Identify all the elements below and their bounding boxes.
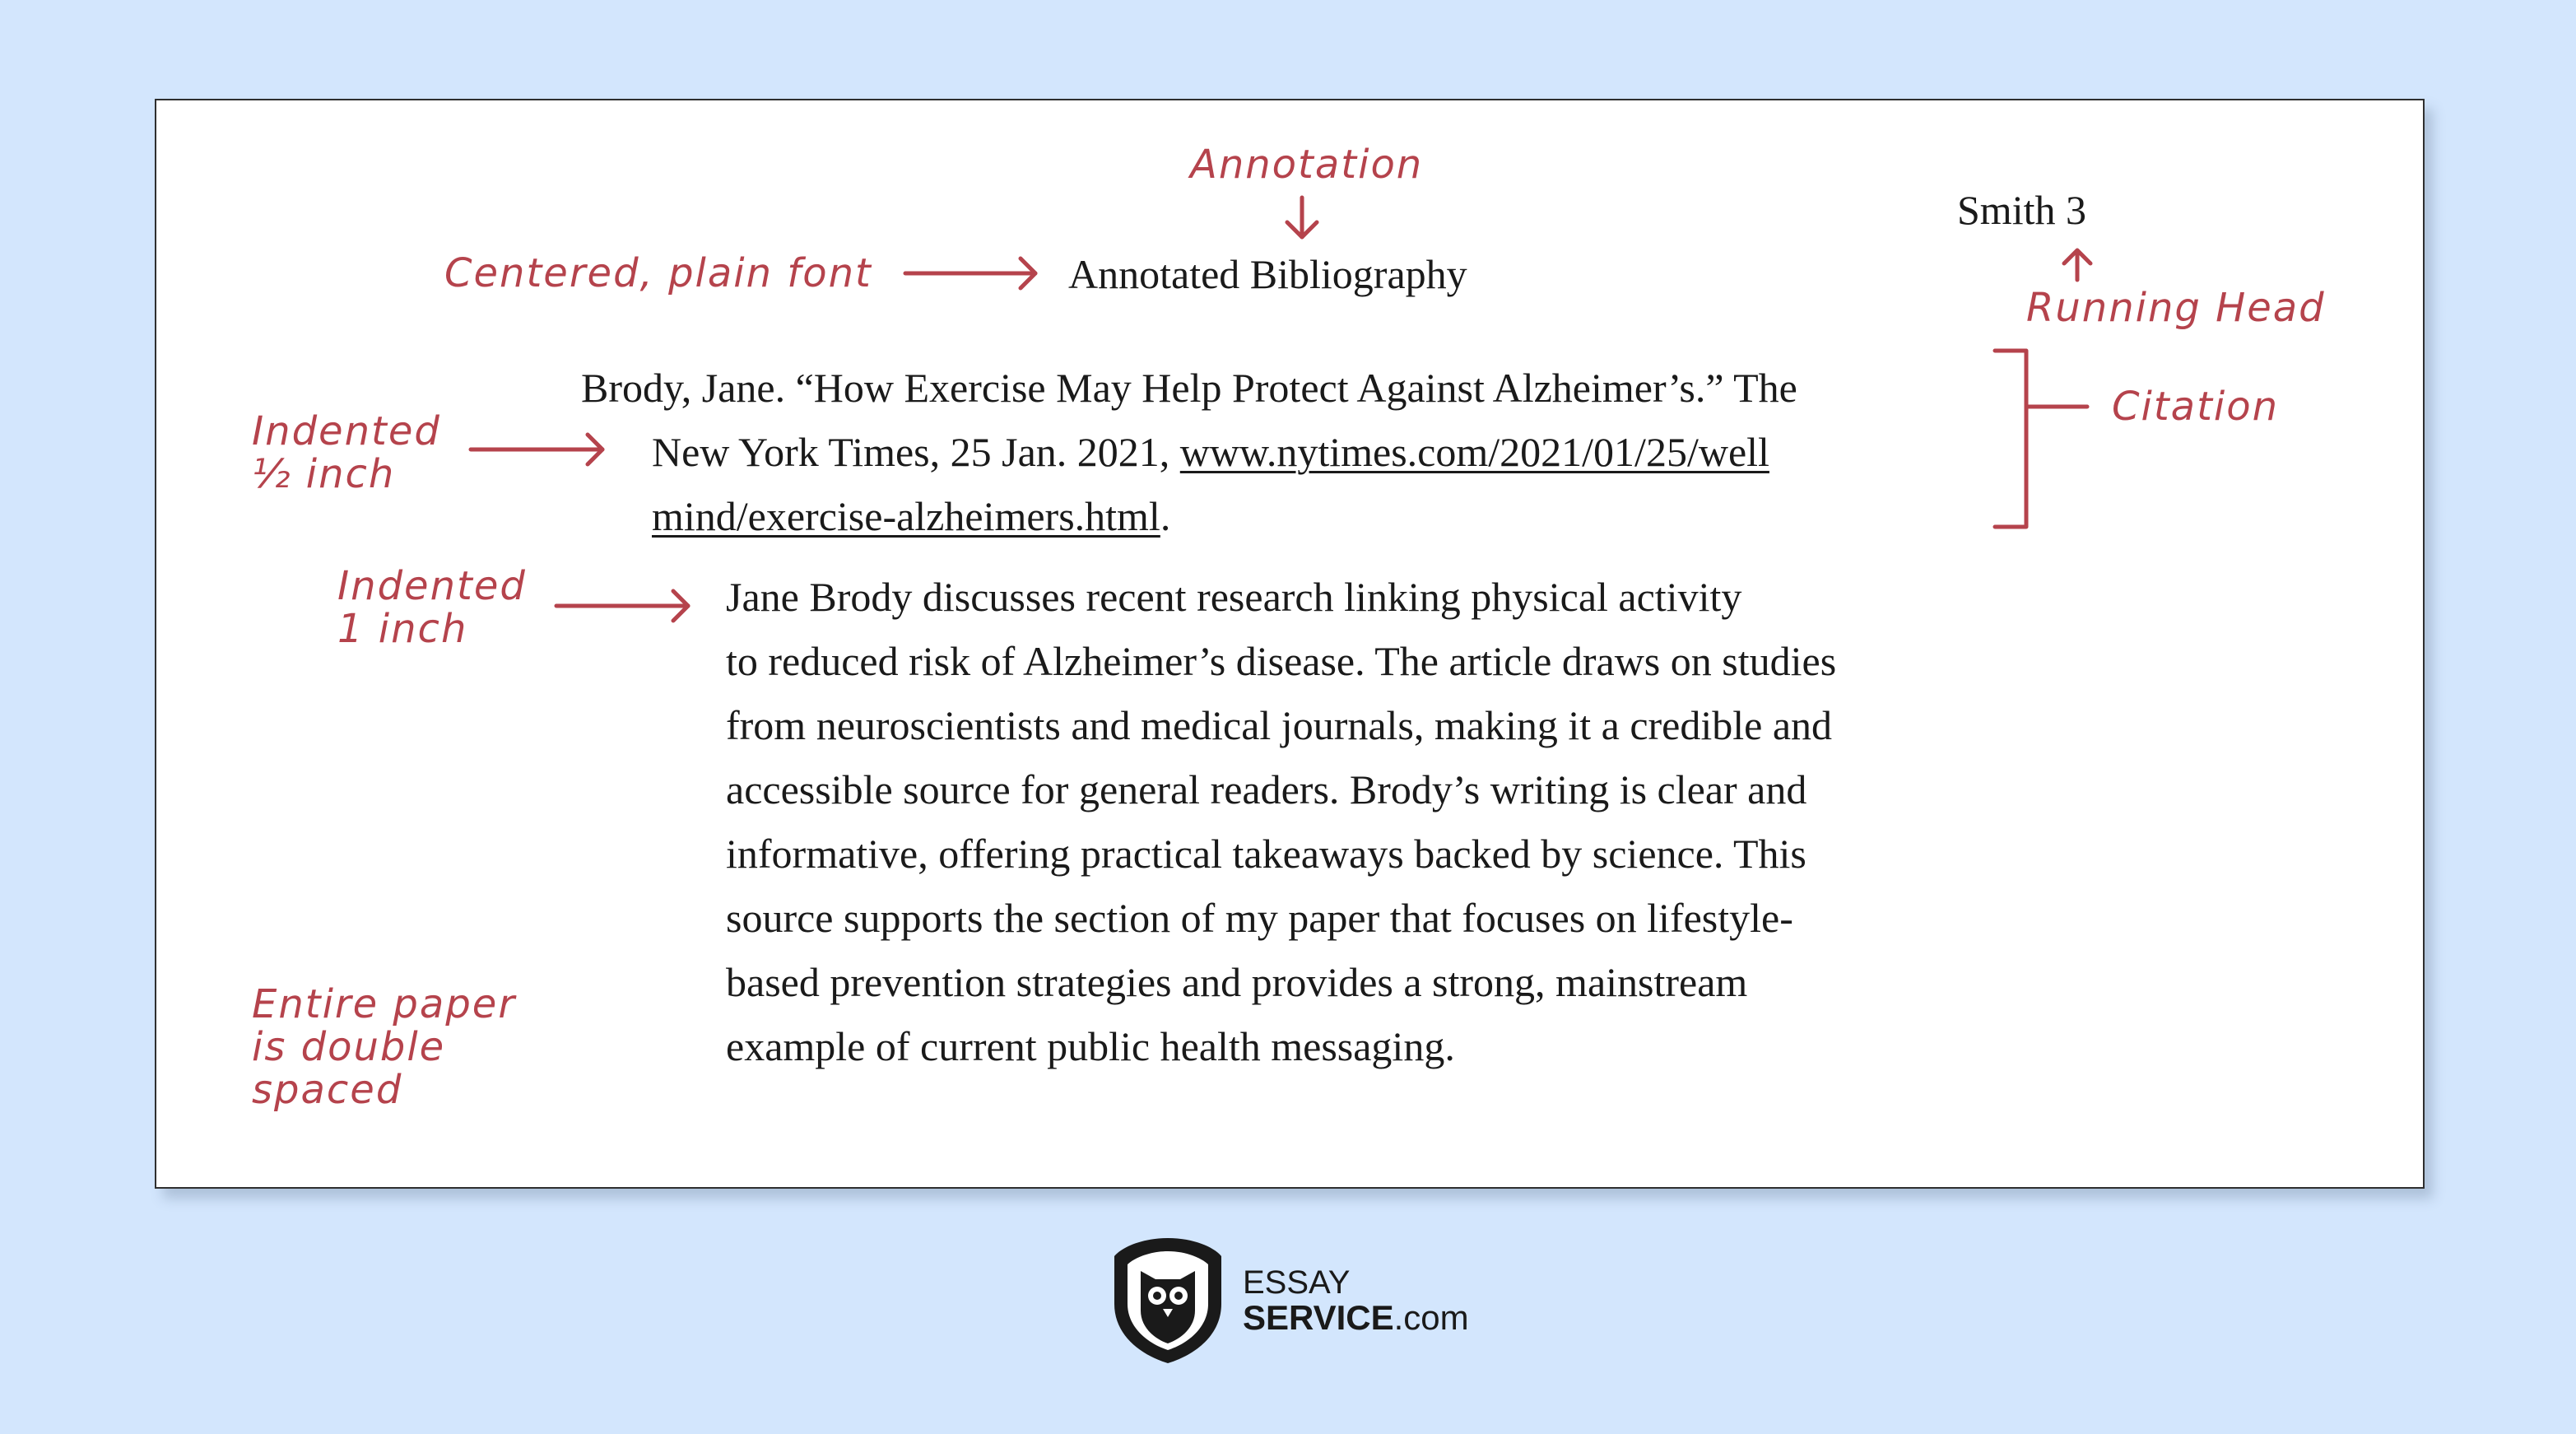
spacing-note-line-3: spaced (252, 1067, 403, 1113)
spacing-note-line-2: is double (252, 1024, 446, 1070)
citation-publication: New York Times, 25 Jan. 2021, (652, 429, 1180, 475)
citation-line-1: Brody, Jane. “How Exercise May Help Protect Against Alzheimer’s.” The (581, 365, 1797, 411)
brand-name-line-1: ESSAY (1243, 1264, 1351, 1301)
annotation-line: informative, offering practical takeaways backed by science. This (726, 831, 1806, 877)
running-head-note: Running Head (2026, 285, 2326, 331)
citation-period: . (1160, 493, 1171, 539)
running-head: Smith 3 (1957, 187, 2086, 233)
citation-url-part-1[interactable]: www.nytimes.com/2021/01/25/well (1179, 429, 1769, 475)
citation-url-part-2[interactable]: mind/exercise-alzheimers.html (652, 493, 1160, 539)
annotation-line: source supports the section of my paper that focuses on lifestyle- (726, 895, 1793, 941)
indent-one-note-line-2: 1 inch (337, 606, 468, 652)
indent-half-note-line-1: Indented (252, 408, 441, 454)
owl-shield-icon (1108, 1233, 1228, 1366)
page-title: Annotated Bibliography (1068, 251, 1467, 297)
centered-note: Centered, plain font (444, 250, 872, 296)
citation-line-3 (652, 493, 1171, 539)
indent-one-note-line-1: Indented (337, 563, 527, 609)
annotation-line: accessible source for general readers. Brody’s writing is clear and (726, 766, 1807, 812)
brand-name-line-2 (1243, 1298, 1469, 1337)
annotation-line: from neuroscientists and medical journals, making it a credible and (726, 702, 1833, 748)
citation-note: Citation (2112, 384, 2280, 430)
annotation-line: based prevention strategies and provides a strong, mainstream (726, 959, 1748, 1005)
annotation-line: to reduced risk of Alzheimer’s disease. The article draws on studies (726, 638, 1837, 684)
annotation-line: Jane Brody discusses recent research linking physical activity (726, 574, 1742, 620)
indent-half-note-line-2: ½ inch (252, 451, 396, 497)
annotation-line: example of current public health messaging. (726, 1023, 1455, 1069)
spacing-note-line-1: Entire paper (252, 981, 517, 1027)
brand-domain: .com (1393, 1298, 1469, 1337)
annotation-note: Annotation (1190, 142, 1424, 188)
brand-name-bold: SERVICE (1243, 1298, 1394, 1337)
citation-line-2 (652, 431, 1769, 473)
